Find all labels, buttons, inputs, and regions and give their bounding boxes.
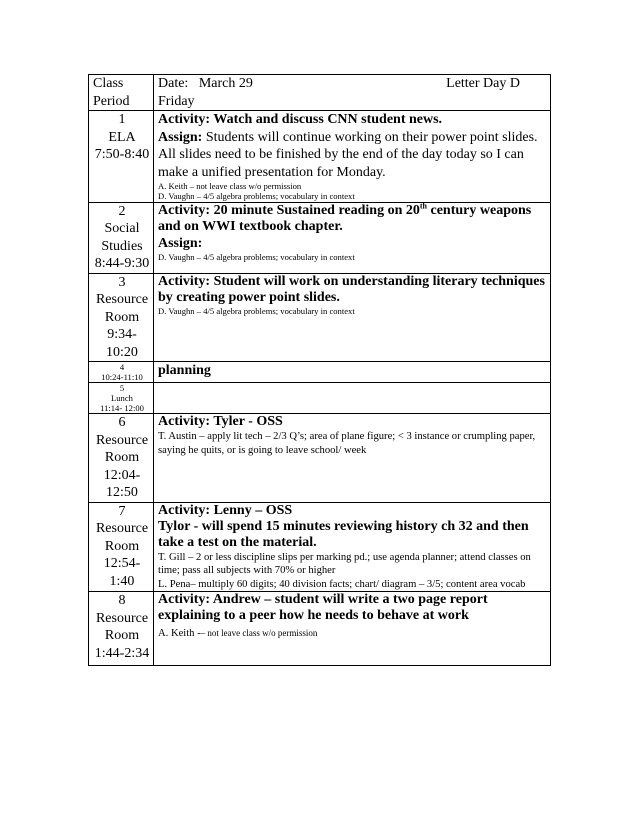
period-subject: Studies [101, 238, 143, 254]
period-row-5 [89, 383, 551, 414]
period-time: 12:54- [103, 556, 141, 572]
period-time: 7:50-8:40 [94, 147, 150, 162]
date-header [154, 75, 551, 111]
period-row-8 [89, 592, 551, 666]
assign-body: Students will continue working on their power point slides. All slides need to be finished by the end of the day today so I can make a unified presentation for Monday. [158, 129, 538, 180]
period-number: 2 [118, 203, 126, 219]
activity-text: Activity: Lenny – OSS [158, 502, 293, 518]
period-cell [89, 502, 154, 592]
period-subject: Room [104, 628, 140, 644]
period-subject: ELA [108, 129, 136, 145]
activity-cell [154, 202, 551, 273]
period-subject: Room [104, 309, 140, 325]
period-row-6 [89, 414, 551, 503]
letter-day: Letter Day D [446, 76, 520, 91]
period-cell [89, 383, 154, 414]
period-subject: Resource [95, 292, 149, 308]
period-label: Period [93, 93, 130, 109]
student-note: L. Pena– multiply 60 digits; 40 division facts; chart/ diagram – 3/5; content area vocab [158, 578, 526, 590]
activity-cell [154, 383, 551, 414]
activity-text: Tylor - will spend 15 minutes reviewing history ch 32 and then take a test on the material. [158, 518, 529, 550]
activity-cell [154, 502, 551, 592]
student-note [158, 624, 548, 642]
student-note: T. Austin – apply lit tech – 2/3 Q’s; area of plane figure; < 3 instance or crumpling paper, saying he quits, or is going to leave school/ week [158, 431, 536, 456]
student-note: D. Vaughn – 4/5 algebra problems; vocabulary in context [158, 191, 355, 202]
period-subject: Social [104, 221, 140, 237]
period-time: 8:44-9:30 [94, 256, 150, 272]
period-subject: Room [104, 538, 140, 554]
activity-text-part: Activity: 20 minute Sustained reading on 20 [158, 202, 420, 218]
assignment-text [158, 129, 548, 182]
activity-text: Activity: Student will work on understanding literary techniques by creating power point slides. [158, 273, 545, 305]
activity-text: Activity: Andrew – student will write a two page report explaining to a peer how he needs to behave at work [158, 592, 488, 624]
period-cell [89, 592, 154, 666]
period-subject: Room [104, 450, 140, 466]
period-number: 5 [119, 383, 125, 394]
period-number: 1 [118, 112, 126, 127]
lesson-plan-table [88, 74, 551, 666]
period-time: 9:34- [107, 327, 137, 343]
period-row-1 [89, 111, 551, 203]
activity-text-part: century weapons and on WWI textbook chapter. [158, 202, 532, 234]
activity-text: Activity: Tyler - OSS [158, 414, 283, 430]
student-note: D. Vaughn – 4/5 algebra problems; vocabulary in context [158, 305, 355, 316]
class-label: Class [93, 76, 124, 91]
activity-text [158, 200, 548, 235]
class-period-header [89, 75, 154, 111]
assign-label: Assign: [158, 129, 203, 145]
period-cell [89, 273, 154, 362]
period-time: 10:24-11:10 [101, 372, 143, 383]
student-note: A. Keith – not leave class w/o permission [158, 181, 302, 191]
period-row-2 [89, 202, 551, 273]
note-name: A. Keith - [158, 628, 201, 640]
period-number: 8 [118, 593, 126, 609]
date-group [158, 75, 253, 93]
period-time: 12:50 [106, 485, 138, 501]
activity-cell [154, 592, 551, 666]
period-row-4 [89, 362, 551, 383]
date-label: Date: [158, 76, 189, 91]
period-subject: Resource [95, 521, 149, 537]
period-time: 12:04- [103, 467, 141, 483]
period-time: 10:20 [106, 344, 138, 360]
student-note: D. Vaughn – 4/5 algebra problems; vocabulary in context [158, 252, 355, 263]
assign-label: Assign: [158, 235, 203, 251]
activity-cell [154, 111, 551, 203]
student-note: T. Gill – 2 or less discipline slips per marking pd.; use agenda planner; attend classes on time; pass all subjects with 70% or higher [158, 551, 531, 577]
period-row-7 [89, 502, 551, 592]
period-subject: Resource [95, 432, 149, 448]
activity-text: Activity: Watch and discuss CNN student news. [158, 112, 443, 127]
period-subject: Lunch [111, 393, 133, 404]
period-time: 1:44-2:34 [94, 645, 150, 661]
activity-cell [154, 362, 551, 383]
activity-text: planning [158, 363, 211, 379]
period-number: 6 [118, 415, 126, 431]
activity-superscript: th [419, 200, 427, 210]
activity-cell [154, 273, 551, 362]
note-text: – not leave class w/o permission [200, 628, 318, 639]
period-number: 3 [118, 274, 126, 290]
activity-cell [154, 414, 551, 503]
period-number: 4 [119, 362, 125, 373]
header-row [89, 75, 551, 111]
period-subject: Resource [95, 610, 149, 626]
period-cell [89, 414, 154, 503]
period-cell [89, 202, 154, 273]
period-time: 11:14- 12:00 [100, 403, 144, 414]
date-line [158, 75, 548, 93]
period-time: 1:40 [109, 573, 135, 589]
period-cell [89, 111, 154, 203]
date-value: March 29 [198, 76, 253, 91]
period-row-3 [89, 273, 551, 362]
period-number: 7 [118, 503, 126, 519]
weekday: Friday [158, 93, 195, 109]
period-cell [89, 362, 154, 383]
